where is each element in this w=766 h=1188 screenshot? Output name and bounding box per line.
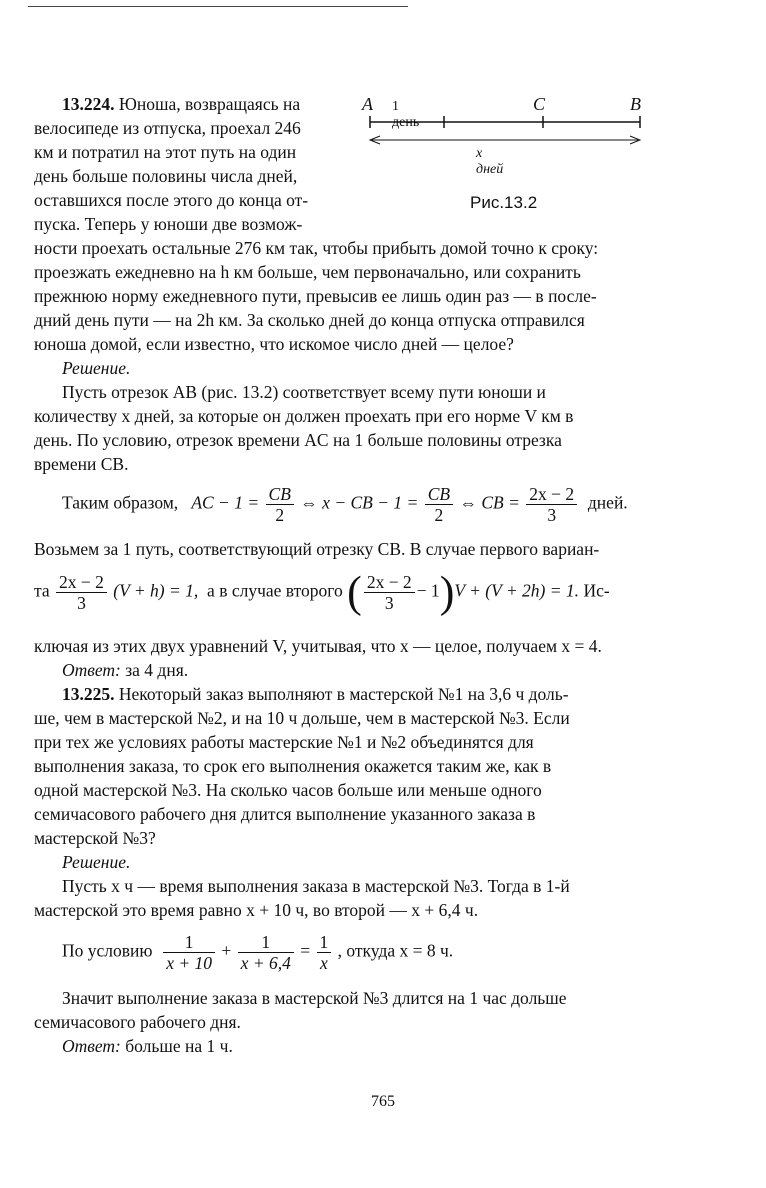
figure-label-c: C	[533, 94, 546, 114]
solution-label: Решение.	[62, 852, 131, 872]
solution-line: мастерской это время равно x + 10 ч, во второй — x + 6,4 ч.	[34, 900, 479, 920]
top-rule	[28, 6, 408, 7]
solution-line: день. По условию, отрезок времени AC на 1 больше половины отрезка	[34, 430, 562, 450]
figure-label-a: A	[362, 94, 373, 114]
solution-line: времени CB.	[34, 454, 129, 474]
solution-line: Значит выполнение заказа в мастерской №3 длится на 1 час дольше	[62, 988, 567, 1008]
problem-225-line: выполнения заказа, то срок его выполнения окажется таким же, как в	[34, 756, 552, 776]
problem-225-line: семичасового рабочего дня длится выполнение указанного заказа в	[34, 804, 536, 824]
problem-225-line: ше, чем в мастерской №2, и на 10 ч дольше, чем в мастерской №3. Если	[34, 708, 570, 728]
problem-225-line: одной мастерской №3. На сколько часов больше или меньше одного	[34, 780, 542, 800]
problem-225-line: при тех же условиях работы мастерские №1 и №2 объединятся для	[34, 732, 534, 752]
figure-label-day: 1 день	[392, 99, 420, 130]
solution-line: Пусть x ч — время выполнения заказа в мастерской №3. Тогда в 1-й	[62, 876, 570, 896]
problem-225-line: мастерской №3?	[34, 828, 156, 848]
problem-225-number: 13.225.	[62, 684, 115, 704]
solution-line: семичасового рабочего дня.	[34, 1012, 241, 1032]
problem-224-line: день больше половины числа дней,	[34, 166, 298, 186]
equation-workshops: По условию $\frac{1}{x + 10}$ + $\frac{1}{x + 6,4}$ = $\frac{1}{x}$ , откуда x = 8 ч.	[62, 932, 454, 973]
problem-224-number: 13.224.	[62, 94, 115, 114]
problem-224-line: велосипеде из отпуска, проехал 246	[34, 118, 301, 138]
answer-225: Ответ: больше на 1 ч.	[62, 1036, 233, 1056]
figure-label-b: B	[630, 94, 641, 114]
page-number: 765	[371, 1093, 395, 1110]
solution-line: Возьмем за 1 путь, соответствующий отрезку CB. В случае первого вариан-	[34, 539, 600, 559]
problem-225-line: 13.225. Некоторый заказ выполняют в мастерской №1 на 3,6 ч доль-	[62, 684, 569, 704]
figure-caption: Рис.13.2	[470, 193, 538, 212]
problem-224-line: юноша домой, если известно, что искомое число дней — целое?	[34, 334, 514, 354]
problem-224-line: ности проехать остальные 276 км так, чтобы прибыть домой точно к сроку:	[34, 238, 599, 258]
equation-variants: та $\frac{2x - 2}{3}$ (V + h) = 1, а в случае второго ( $\frac{2x - 2}{3}$ − 1)V + (V + 2h) = 1. Ис-	[34, 567, 610, 617]
solution-line: ключая из этих двух уравнений V, учитывая, что x — целое, получаем x = 4.	[34, 636, 602, 656]
solution-label: Решение.	[62, 358, 131, 378]
solution-line: количеству x дней, за которые он должен проехать при его норме V км в	[34, 406, 574, 426]
problem-224-line: 13.224. Юноша, возвращаясь на	[62, 94, 301, 114]
figure-segments	[360, 92, 650, 152]
equation-cb: Таким образом, AC − 1 = $\frac{CB}{2}$ ⇔ x − CB − 1 = $\frac{CB}{2}$ ⇔ CB = $\frac{2x - 2}{3}$ дней.	[62, 484, 628, 525]
problem-224-line: дний день пути — на 2h км. За сколько дней до конца отпуска отправился	[34, 310, 585, 330]
problem-224-line: проезжать ежедневно на h км больше, чем первоначально, или сохранить	[34, 262, 581, 282]
problem-224-line: км и потратил на этот путь на один	[34, 142, 297, 162]
problem-224-line: прежнюю норму ежедневного пути, превысив ее лишь один раз — в после-	[34, 286, 597, 306]
answer-224: Ответ: за 4 дня.	[62, 660, 189, 680]
problem-224-line: оставшихся после этого до конца от-	[34, 190, 309, 210]
figure-label-x-days: x дней	[476, 146, 504, 177]
problem-224-line: пуска. Теперь у юноши две возмож-	[34, 214, 303, 234]
solution-line: Пусть отрезок AB (рис. 13.2) соответствует всему пути юноши и	[62, 382, 546, 402]
